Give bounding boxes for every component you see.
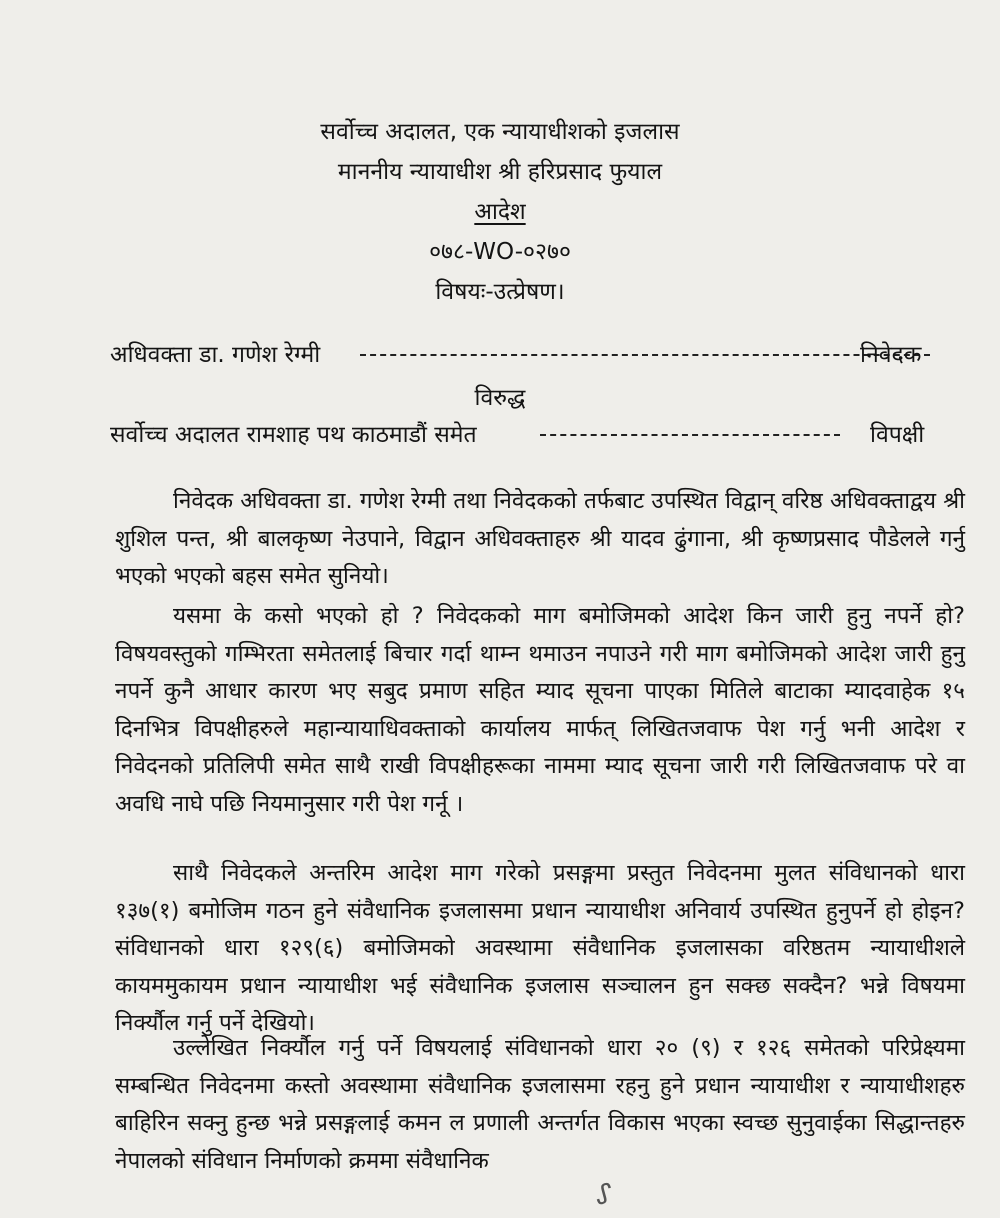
- respondent-name: सर्वोच्च अदालत रामशाह पथ काठमाडौं समेत: [110, 422, 477, 448]
- respondent-role: विपक्षी: [870, 422, 925, 448]
- order-title-wrap: [0, 197, 1000, 227]
- paragraph-interim-order: साथै निवेदकले अन्तरिम आदेश माग गरेको प्रसङ्गमा प्रस्तुत निवेदनमा मुलत संविधानको धारा १३७(१) बमोजिम गठन हुने संवैधानिक इजलासमा प्रधान न्यायाधीश अनिवार्य उपस्थित हुनुपर्ने हो होइन? संविधानको धारा १२९(६) बमोजिमको अवस्थामा संवैधानिक इजलासका वरिष्ठतम न्यायाधीशले कायममुकायम प्रधान न्यायाधीश भई संवैधानिक इजलास सञ्चालन हुन सक्छ सक्दैन? भन्ने विषयमा निर्क्यौल गर्नु पर्ने देखियो।: [115, 860, 965, 1036]
- paragraph-hearing: निवेदक अधिवक्ता डा. गणेश रेग्मी तथा निवेदककाे तर्फबाट उपस्थित विद्वान् वरिष्ठ अधिवक्ताद्वय श्री शुशिल पन्त, श्री बालकृष्ण नेउपाने, विद्वान अधिवक्ताहरु श्री यादव ढुंगाना, श्री कृष्णप्रसाद पौडेलले गर्नु भएको भएको बहस समेत सुनियो।: [115, 488, 965, 589]
- versus-label: विरुद्ध: [474, 385, 526, 411]
- case-number: ०७८-WO-०२७०: [429, 239, 571, 265]
- court-heading: सर्वोच्च अदालत, एक न्यायाधीशको इजलास: [320, 119, 680, 145]
- petitioner-name: अधिवक्ता डा. गणेश रेग्मी: [110, 342, 321, 368]
- order-title: आदेश: [474, 199, 526, 225]
- paragraph-show-cause: यसमा के कसो भएको हो ? निवेदकको माग बमोजिमको आदेश किन जारी हुनु नपर्ने हो? विषयवस्तुको गम्भिरता समेतलाई बिचार गर्दा थाम्न थमाउन नपाउने गरी माग बमोजिमको आदेश जारी हुनु नपर्ने कुनै आधार कारण भए सबुद प्रमाण सहित म्याद सूचना पाएका मितिले बाटाका म्यादवाहेक १५ दिनभित्र विपक्षीहरुले महान्यायाधिवक्ताको कार्यालय मार्फत् लिखितजवाफ पेश गर्नु भनी आदेश र निवेदनको प्रतिलिपी समेत साथै राखी विपक्षीहरूका नाममा म्याद सूचना जारी गरी लिखितजवाफ परे वा अवधि नाघे पछि नियमानुसार गरी पेश गर्नू ।: [115, 603, 965, 817]
- subject-line: विषयः-उत्प्रेषण।: [435, 279, 565, 305]
- dash-leader: [360, 354, 930, 356]
- paragraph-issues: उल्लेखित निर्क्यौल गर्नु पर्ने विषयलाई संविधानको धारा २० (९) र १२६ समेतको परिप्रेक्ष्यमा सम्बन्धित निवेदनमा कस्तो अवस्थामा संवैधानिक इजलासमा रहनु हुने प्रधान न्यायाधीश र न्यायाधीशहरु बाहिरिन सक्नु हुन्छ भन्ने प्रसङ्गलाई कमन ल प्रणाली अन्तर्गत विकास भएका स्वच्छ सुनुवाईका सिद्धान्तहरु नेपालको संविधान निर्माणको क्रममा संवैधानिक: [115, 1035, 965, 1174]
- respondent-row: [110, 418, 950, 452]
- handwritten-page-mark: ᔑ: [591, 1178, 618, 1212]
- dash-leader: [540, 434, 840, 436]
- petitioner-role: निवेदक: [860, 342, 922, 368]
- judge-heading: माननीय न्यायाधीश श्री हरिप्रसाद फुयाल: [337, 159, 663, 185]
- petitioner-row: [110, 338, 950, 372]
